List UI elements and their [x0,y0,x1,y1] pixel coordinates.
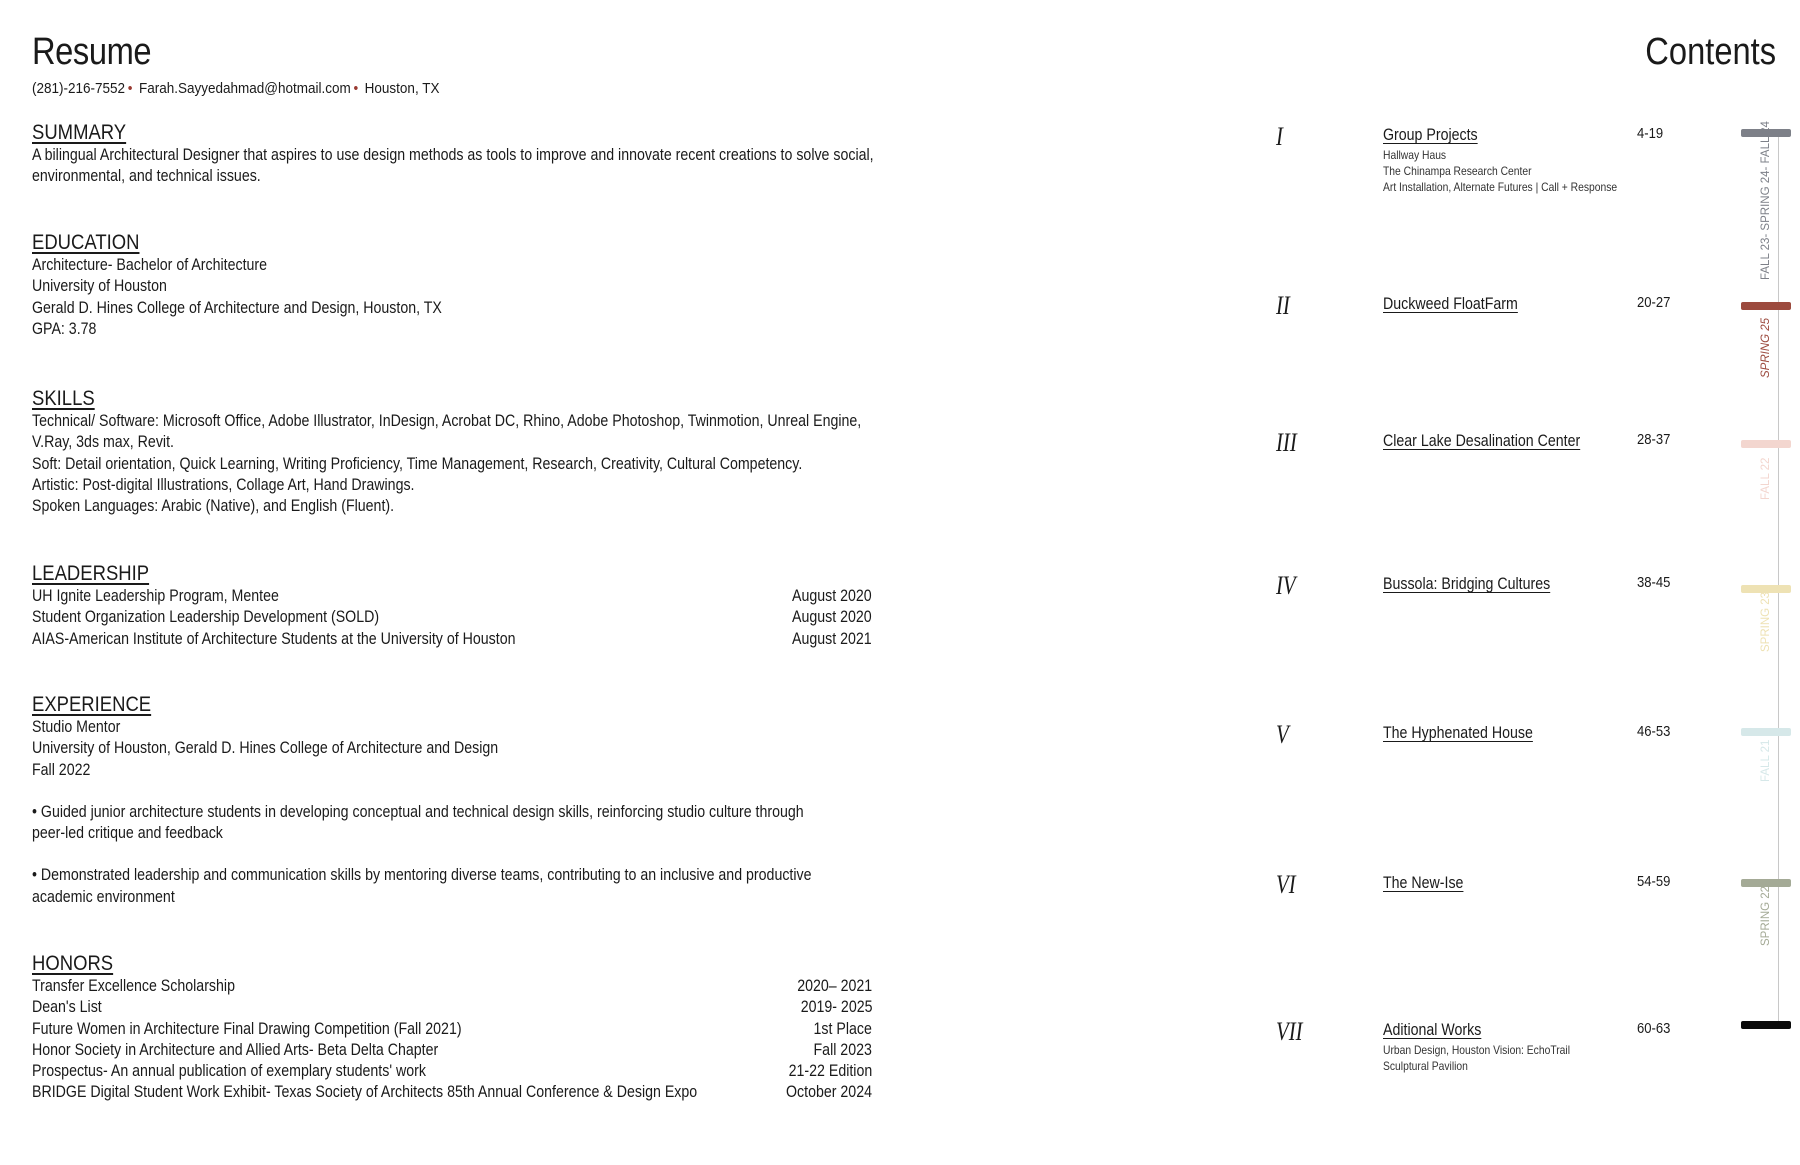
entry-title[interactable]: Bussola: Bridging Cultures [1383,575,1551,593]
entry-numeral: VII [1276,1017,1303,1046]
contact-location: Houston, TX [364,80,440,97]
summary-section [32,121,872,188]
honors-date: 21-22 Edition [788,1062,872,1081]
entry-pages: 54-59 [1637,874,1671,890]
leadership-date: August 2020 [792,587,872,605]
honors-item: BRIDGE Digital Student Work Exhibit- Texas Society of Architects 85th Annual Conference & Design Expo [32,1083,698,1102]
skills-heading: SKILLS [32,387,95,410]
entry-subtitle: The Chinampa Research Center [1383,164,1532,178]
education-line: University of Houston [32,277,167,296]
resume-header [32,30,872,97]
skills-line: V.Ray, 3ds max, Revit. [32,433,174,452]
education-line: Gerald D. Hines College of Architecture and Design, Houston, TX [32,298,442,317]
entry-subtitle: Sculptural Pavilion [1383,1059,1468,1073]
entry-title[interactable]: Aditional Works [1383,1021,1482,1039]
contact-phone: (281)-216-7552 [32,80,126,97]
entry-pages: 46-53 [1637,724,1671,740]
skills-line: Soft: Detail orientation, Quick Learning, Writing Proficiency, Time Management, Research, Creativity, Cultural Competency. [32,454,803,473]
leadership-section [32,562,872,650]
timeline-label: SPRING 22 [1760,885,1772,946]
entry-pages: 38-45 [1637,575,1671,591]
timeline-marker [1741,1021,1791,1029]
leadership-item: Student Organization Leadership Development (SOLD) [32,608,380,627]
timeline-label: SPRING 25 [1760,317,1772,378]
honors-date: 2019- 2025 [800,998,872,1017]
entry-numeral: V [1276,720,1289,749]
contents-entry[interactable] [1270,870,1800,1014]
entry-pages: 28-37 [1637,432,1671,448]
skills-line: Artistic: Post-digital Illustrations, Collage Art, Hand Drawings. [32,475,415,494]
entry-title[interactable]: The Hyphenated House [1383,724,1533,742]
experience-org: University of Houston, Gerald D. Hines College of Architecture and Design [32,739,499,758]
leadership-row [32,586,872,607]
honors-row [32,997,872,1018]
experience-section [32,693,872,908]
experience-role: Studio Mentor [32,718,121,736]
honors-row [32,976,872,997]
experience-bullet: • Guided junior architecture students in developing conceptual and technical design skills, reinforcing studio culture through [32,802,804,821]
honors-item: Dean's List [32,998,102,1017]
entry-numeral: IV [1276,571,1296,600]
contents-title: Contents [1645,31,1776,73]
honors-date: 1st Place [813,1019,872,1038]
entry-subtitle: Urban Design, Houston Vision: EchoTrail [1383,1043,1571,1057]
entry-subtitles [1383,147,1655,195]
honors-item: Prospectus- An annual publication of exemplary students' work [32,1062,426,1081]
honors-section [32,952,872,1104]
entry-numeral: III [1276,428,1297,457]
experience-bullet: • Demonstrated leadership and communication skills by mentoring diverse teams, contributing to an inclusive and productive [32,866,812,885]
entry-numeral: II [1276,291,1290,320]
honors-item: Future Women in Architecture Final Drawing Competition (Fall 2021) [32,1019,462,1038]
skills-line: Technical/ Software: Microsoft Office, Adobe Illustrator, InDesign, Acrobat DC, Rhino, Adobe Photoshop, Twinmotion, Unreal Engine, [32,412,862,430]
experience-bullet-cont: academic environment [32,887,175,906]
contents-entry[interactable] [1270,720,1800,864]
experience-term: Fall 2022 [32,760,91,779]
contents-entry[interactable] [1270,122,1800,266]
experience-bullet-cont: peer-led critique and feedback [32,824,223,843]
leadership-row [32,607,872,628]
honors-date: October 2024 [786,1083,872,1102]
separator-dot-icon: • [127,80,133,97]
leadership-item: AIAS-American Institute of Architecture Students at the University of Houston [32,629,516,648]
entry-title[interactable]: Clear Lake Desalination Center [1383,432,1581,450]
leadership-heading: LEADERSHIP [32,562,150,585]
timeline-label: FALL 21 [1760,739,1772,782]
leadership-date: August 2020 [792,608,872,627]
education-section [32,231,872,340]
honors-date: Fall 2023 [813,1040,872,1059]
entry-subtitle: Hallway Haus [1383,148,1447,162]
honors-row [32,1040,872,1061]
entry-title[interactable]: Duckweed FloatFarm [1383,295,1518,313]
entry-pages: 4-19 [1637,126,1664,142]
entry-numeral: VI [1276,870,1296,899]
skills-line: Spoken Languages: Arabic (Native), and English (Fluent). [32,497,395,516]
summary-heading: SUMMARY [32,121,127,144]
entry-subtitles [1383,1042,1600,1074]
timeline-line [1778,130,1779,1025]
skills-section [32,387,872,517]
entry-title[interactable]: Group Projects [1383,126,1478,144]
honors-heading: HONORS [32,952,114,975]
experience-heading: EXPERIENCE [32,693,152,716]
education-line: GPA: 3.78 [32,319,97,338]
entry-pages: 60-63 [1637,1021,1671,1037]
honors-item: Transfer Excellence Scholarship [32,977,235,995]
entry-pages: 20-27 [1637,295,1671,311]
honors-row [32,1082,872,1103]
leadership-date: August 2021 [792,629,872,648]
contents-entry[interactable] [1270,428,1800,572]
education-heading: EDUCATION [32,231,140,254]
leadership-item: UH Ignite Leadership Program, Mentee [32,587,279,605]
contents-entry[interactable] [1270,291,1800,435]
resume-title: Resume [32,31,152,73]
entry-title[interactable]: The New-Ise [1383,874,1464,892]
contents-entry[interactable] [1270,1017,1800,1161]
entry-subtitle: Art Installation, Alternate Futures | Call + Response [1383,180,1618,194]
summary-line: environmental, and technical issues. [32,167,261,186]
summary-line: A bilingual Architectural Designer that aspires to use design methods as tools to improve and innovate recent creations to solve social, [32,146,874,164]
contents-entry[interactable] [1270,571,1800,715]
honors-date: 2020– 2021 [797,977,872,995]
timeline-marker [1741,440,1791,448]
timeline-marker [1741,302,1791,310]
education-line: Architecture- Bachelor of Architecture [32,256,268,274]
honors-row [32,1019,872,1040]
timeline-label: FALL 22 [1760,457,1772,500]
honors-row [32,1061,872,1082]
honors-item: Honor Society in Architecture and Allied Arts- Beta Delta Chapter [32,1040,439,1059]
contact-email[interactable]: Farah.Sayyedahmad@hotmail.com [138,80,351,97]
contact-line [32,80,788,97]
timeline-label: SPRING 23 [1760,591,1772,652]
entry-numeral: I [1276,122,1283,151]
separator-dot-icon: • [353,80,359,97]
leadership-row [32,629,872,650]
timeline-label: FALL 23- SPRING 24- FALL 24 [1760,121,1772,280]
